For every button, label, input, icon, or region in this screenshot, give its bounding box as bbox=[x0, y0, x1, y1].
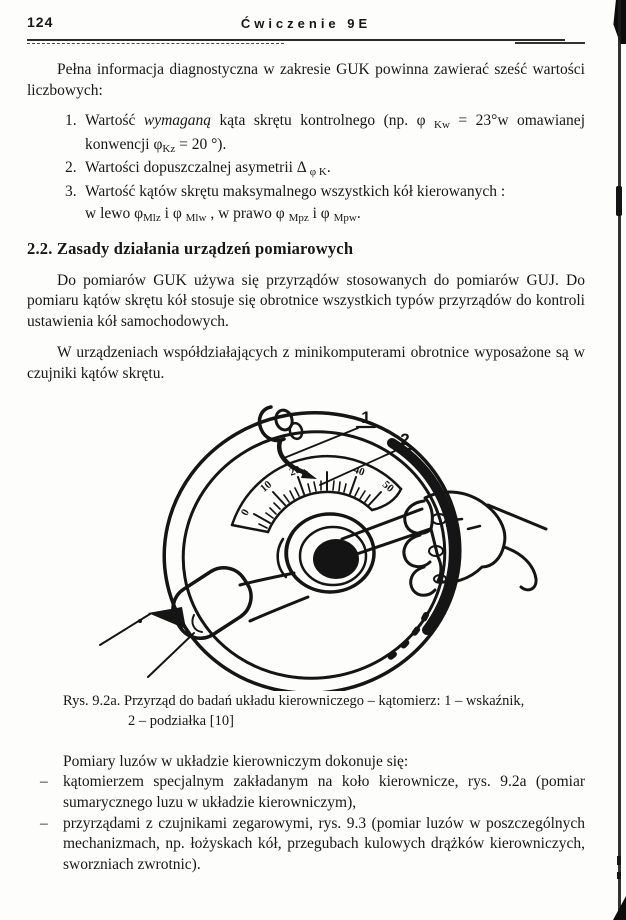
steering-hub bbox=[278, 509, 430, 592]
scale-number: 40 bbox=[351, 463, 367, 479]
column-collar bbox=[164, 558, 261, 647]
intro-paragraph: Pełna informacja diagnostyczna w zakresie GUK powinna zawierać sześć wartości liczbowych: bbox=[27, 61, 585, 99]
list-item-1 bbox=[65, 110, 585, 157]
list-item-3 bbox=[65, 181, 585, 227]
figure-caption-line1: Rys. 9.2a. Przyrząd do badań układu kierowniczego – kątomierz: 1 – wskaźnik, bbox=[63, 692, 525, 709]
section-heading: 2.2. Zasady działania urządzeń pomiarowych bbox=[27, 238, 354, 258]
pointer-arm bbox=[279, 441, 306, 473]
dash-item-1-marker: – bbox=[40, 773, 48, 791]
list-item-2 bbox=[65, 157, 585, 181]
dash-item-2-marker: – bbox=[40, 814, 48, 832]
header-rule bbox=[27, 39, 585, 47]
page-header bbox=[27, 14, 585, 36]
figure-label-1: 1 bbox=[361, 407, 371, 427]
scan-artifact-dash bbox=[617, 856, 621, 865]
wheel-rim bbox=[142, 401, 482, 691]
finger bbox=[404, 535, 430, 567]
hub-center-dark bbox=[313, 539, 359, 579]
finger bbox=[405, 501, 430, 533]
finger bbox=[411, 567, 435, 595]
header-rule-right-segment bbox=[515, 42, 585, 44]
dash-item-1 bbox=[40, 772, 585, 813]
figure-caption-line2: 2 – podziałka [10] bbox=[128, 712, 234, 729]
steering-wheel-drawing bbox=[90, 401, 570, 691]
dash-item-1-text: kątomierzem specjalnym zakładanym na koło kierownicze, rys. 9.2a (pomiar sumarycznego luzu w układzie kierowniczym), bbox=[63, 773, 585, 811]
scan-artifact-right-edge-line bbox=[618, 0, 621, 920]
dash-item-2 bbox=[40, 814, 585, 876]
measurements-intro: Pomiary luzów w układzie kierowniczym dokonuje się: bbox=[63, 752, 409, 770]
steering-column bbox=[100, 558, 308, 676]
ordered-list bbox=[65, 110, 585, 226]
stray-dot bbox=[138, 619, 142, 623]
hand bbox=[404, 492, 546, 595]
scale-number: 0 bbox=[238, 506, 252, 518]
scan-artifact-dash bbox=[617, 872, 621, 879]
measurements-section bbox=[27, 752, 585, 876]
header-rule-main bbox=[27, 39, 565, 41]
scan-artifact-blob bbox=[616, 186, 622, 216]
list-item-2-number: 2. bbox=[65, 159, 77, 177]
header-title: Ćwiczenie 9E bbox=[240, 16, 372, 31]
paragraph-guj: Do pomiarów GUK używa się przyrządów stosowanych do pomiarów GUJ. Do pomiaru kątów skrętu kół stosuje się obrotnice wszystkich typów przyrządów do kontroli ustawienia kół samochodowych. bbox=[27, 271, 585, 330]
header-rule-dashed bbox=[27, 43, 284, 44]
column-tip bbox=[148, 607, 186, 629]
figure-steering-wheel bbox=[27, 401, 585, 691]
list-item-1-text: Wartość wymaganą kąta skrętu kontrolnego (np. φ Kw = 23°w omawianej konwencji φKz = 20 °). bbox=[85, 112, 585, 155]
rim-hatch-marks bbox=[382, 615, 426, 663]
wrist-lower-line bbox=[504, 547, 536, 590]
list-item-2-text: Wartości dopuszczalnej asymetrii Δ φ K. bbox=[85, 159, 331, 179]
scale-number: 50 bbox=[379, 478, 396, 495]
page-number: 124 bbox=[27, 14, 54, 30]
scan-artifact-bottom-corner bbox=[613, 896, 626, 920]
list-item-1-number: 1. bbox=[65, 112, 77, 130]
paragraph-sensors: W urządzeniach współdziałających z minikomputerami obrotnice wyposażone są w czujniki kątów skrętu. bbox=[27, 344, 585, 383]
protractor-scale bbox=[232, 456, 401, 532]
dash-item-2-text: przyrządami z czujnikami zegarowymi, rys. 9.3 (pomiar luzów w poszczególnych mechanizmach, np. łożyskach kół, przegubach kulowych drążków kierowniczych, sworzniach zwrotnic). bbox=[63, 814, 585, 873]
figure-caption bbox=[27, 691, 585, 731]
scale-number: 10 bbox=[258, 478, 275, 495]
list-item-3-text: Wartość kątów skrętu maksymalnego wszystkich kół kierowanych : w lewo φMlz i φ Mlw , w prawo φ Mpz i φ Mpw. bbox=[85, 183, 506, 225]
scale-number: 20 bbox=[287, 463, 303, 479]
list-item-3-number: 3. bbox=[65, 183, 77, 201]
figure-label-2: 2 bbox=[400, 429, 410, 449]
